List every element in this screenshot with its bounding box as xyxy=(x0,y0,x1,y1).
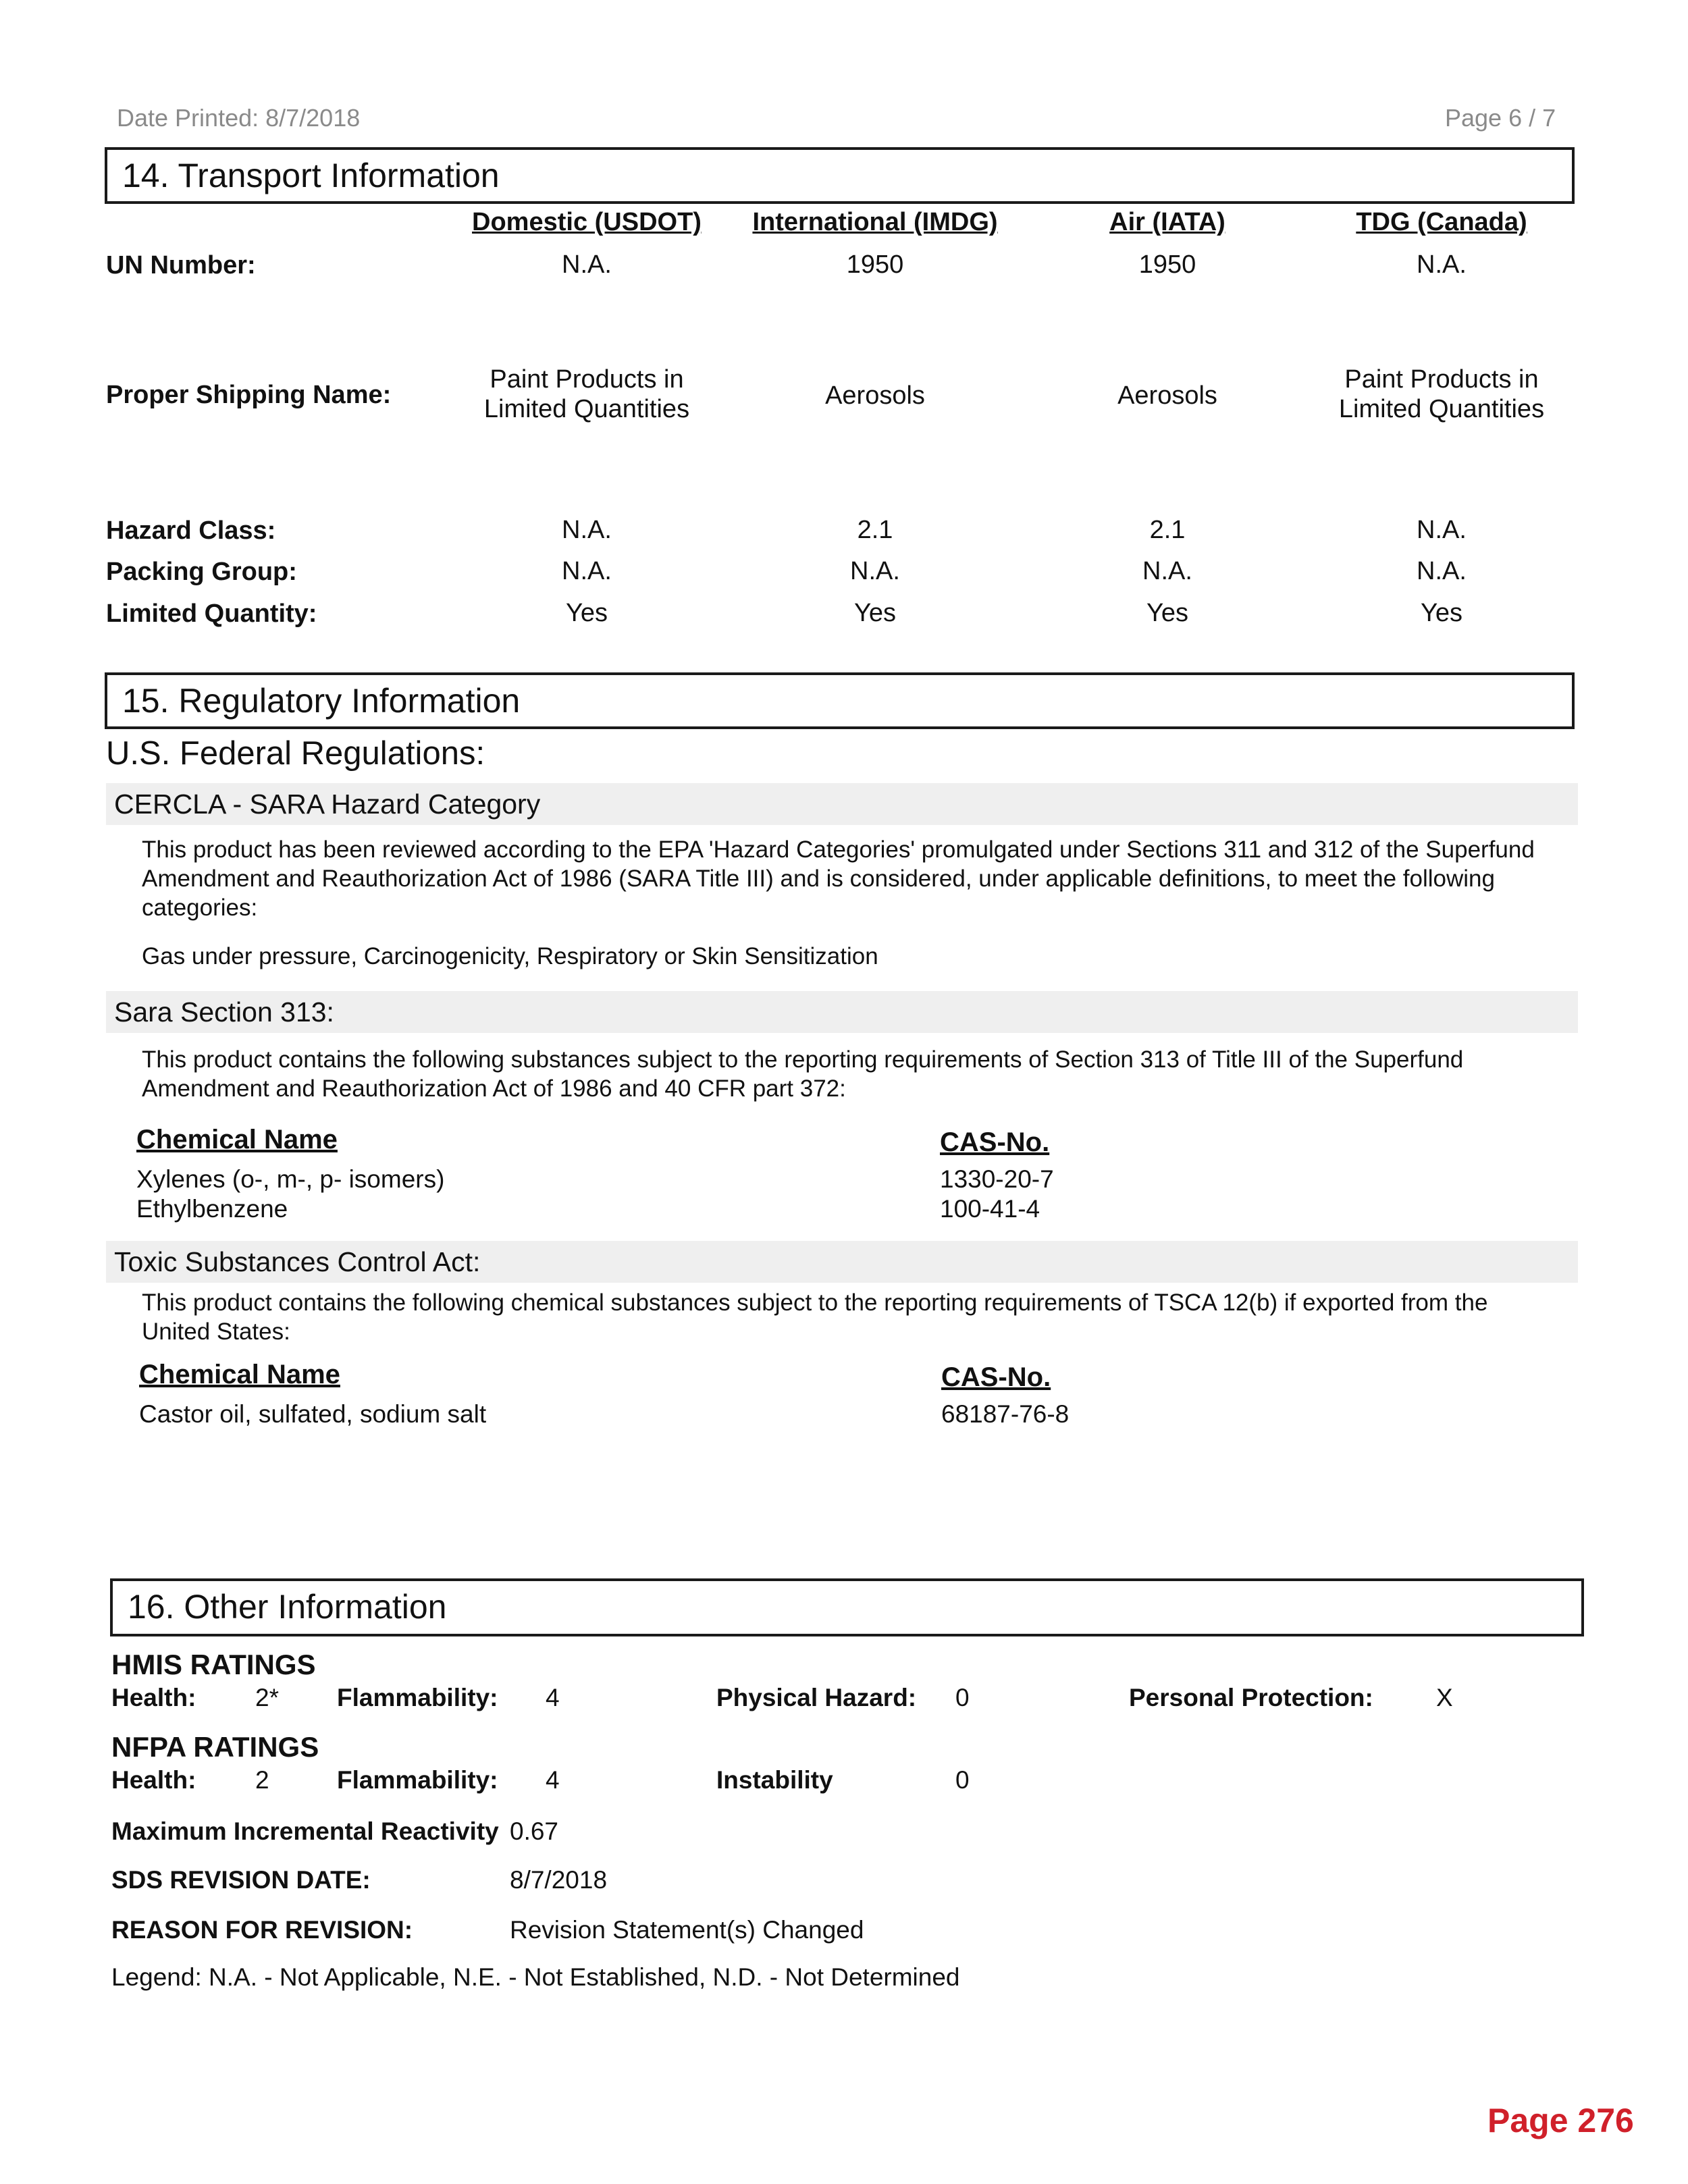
cell-hazard-domestic: N.A. xyxy=(562,516,612,544)
cell-packing-international: N.A. xyxy=(850,557,900,585)
cell-packing-air: N.A. xyxy=(1142,557,1192,585)
sara-chem-cas: 1330-20-7 xyxy=(940,1165,1054,1193)
hmis-physical-hazard-value: 0 xyxy=(955,1684,970,1711)
cell-ship-international: Aerosols xyxy=(825,381,925,410)
section-15-title: 15. Regulatory Information xyxy=(122,682,521,720)
sara-title: Sara Section 313: xyxy=(114,996,334,1028)
row-label-limited-quantity: Limited Quantity: xyxy=(106,600,317,628)
sara-chem-cas: 100-41-4 xyxy=(940,1195,1040,1223)
sara-chemical-name-header: Chemical Name xyxy=(136,1125,338,1154)
hmis-health-label: Health: xyxy=(111,1684,196,1711)
col-domestic: Domestic (USDOT) xyxy=(472,208,702,236)
row-label-shipping-name: Proper Shipping Name: xyxy=(106,381,392,409)
cell-un-domestic: N.A. xyxy=(562,250,612,279)
cell-un-international: 1950 xyxy=(846,250,904,279)
cell-lq-international: Yes xyxy=(854,599,896,627)
cell-ship-domestic: Paint Products in Limited Quantities xyxy=(483,365,690,423)
reason-label: REASON FOR REVISION: xyxy=(111,1916,413,1944)
cell-un-air: 1950 xyxy=(1138,250,1196,279)
tsca-text: This product contains the following chemical substances subject to the reporting requirements of TSCA 12(b) if exported from the United States: xyxy=(142,1289,1488,1345)
cell-hazard-air: 2.1 xyxy=(1149,516,1186,544)
cell-ship-air: Aerosols xyxy=(1117,381,1217,410)
cell-hazard-tdg: N.A. xyxy=(1417,516,1467,544)
cercla-band xyxy=(106,783,1578,825)
hmis-health-value: 2* xyxy=(255,1684,279,1711)
nfpa-flammability-label: Flammability: xyxy=(337,1766,498,1794)
cercla-text: This product has been reviewed according to the EPA 'Hazard Categories' promulgated under Sections 311 and 312 of the Superfund Amendment and Reauthorization Act of 1986 (SARA Title III) and is considered, under applicable definitions, to meet the following categories: xyxy=(142,836,1535,921)
hmis-flammability-value: 4 xyxy=(546,1684,560,1711)
hmis-flammability-label: Flammability: xyxy=(337,1684,498,1711)
federal-regulations-heading: U.S. Federal Regulations: xyxy=(106,735,485,772)
legend: Legend: N.A. - Not Applicable, N.E. - Not Established, N.D. - Not Determined xyxy=(111,1963,960,1991)
hmis-personal-protection-value: X xyxy=(1436,1684,1453,1711)
cell-hazard-international: 2.1 xyxy=(857,516,893,544)
tsca-band xyxy=(106,1241,1578,1283)
tsca-chem-name: Castor oil, sulfated, sodium salt xyxy=(139,1400,487,1428)
tsca-chem-cas: 68187-76-8 xyxy=(941,1400,1070,1428)
sara-text: This product contains the following substances subject to the reporting requirements of Section 313 of Title III of the Superfund Amendment and Reauthorization Act of 1986 and 40 CFR part 372: xyxy=(142,1046,1464,1102)
section-14-title: 14. Transport Information xyxy=(122,157,500,194)
cell-lq-tdg: Yes xyxy=(1421,599,1462,627)
hmis-title: HMIS RATINGS xyxy=(111,1649,316,1680)
row-label-un-number: UN Number: xyxy=(106,251,256,279)
page-stamp: Page 276 xyxy=(1487,2102,1634,2139)
nfpa-instability-value: 0 xyxy=(955,1766,970,1794)
cell-ship-tdg: Paint Products in Limited Quantities xyxy=(1338,365,1545,423)
tsca-cas-header: CAS-No. xyxy=(941,1362,1051,1392)
cell-lq-air: Yes xyxy=(1146,599,1188,627)
tsca-title: Toxic Substances Control Act: xyxy=(114,1246,481,1277)
sara-chem-name: Xylenes (o-, m-, p- isomers) xyxy=(136,1165,445,1193)
nfpa-instability-label: Instability xyxy=(716,1766,833,1794)
sara-band xyxy=(106,991,1578,1033)
section-15-header xyxy=(105,672,1575,729)
hmis-personal-protection-label: Personal Protection: xyxy=(1129,1684,1373,1711)
nfpa-title: NFPA RATINGS xyxy=(111,1731,319,1763)
col-tdg: TDG (Canada) xyxy=(1356,208,1527,236)
row-label-hazard-class: Hazard Class: xyxy=(106,516,276,545)
cell-packing-domestic: N.A. xyxy=(562,557,612,585)
col-international: International (IMDG) xyxy=(752,208,998,236)
sds-revision-value: 8/7/2018 xyxy=(510,1866,608,1894)
nfpa-health-value: 2 xyxy=(255,1766,269,1794)
nfpa-flammability-value: 4 xyxy=(546,1766,560,1794)
row-label-packing-group: Packing Group: xyxy=(106,558,297,586)
page-number: Page 6 / 7 xyxy=(1445,104,1556,132)
cercla-title: CERCLA - SARA Hazard Category xyxy=(114,789,541,820)
nfpa-health-label: Health: xyxy=(111,1766,196,1794)
mir-label: Maximum Incremental Reactivity xyxy=(111,1817,499,1845)
cell-lq-domestic: Yes xyxy=(566,599,608,627)
reason-value: Revision Statement(s) Changed xyxy=(510,1916,864,1944)
mir-value: 0.67 xyxy=(510,1817,559,1845)
sara-cas-header: CAS-No. xyxy=(940,1127,1050,1157)
col-air: Air (IATA) xyxy=(1109,208,1225,236)
cell-packing-tdg: N.A. xyxy=(1417,557,1467,585)
section-16-header xyxy=(110,1578,1584,1636)
tsca-chemical-name-header: Chemical Name xyxy=(139,1360,340,1389)
sara-chem-name: Ethylbenzene xyxy=(136,1195,288,1223)
section-14-header xyxy=(105,147,1575,204)
cercla-categories: Gas under pressure, Carcinogenicity, Respiratory or Skin Sensitization xyxy=(142,943,878,969)
hmis-physical-hazard-label: Physical Hazard: xyxy=(716,1684,917,1711)
sds-revision-label: SDS REVISION DATE: xyxy=(111,1866,371,1894)
date-printed: Date Printed: 8/7/2018 xyxy=(117,104,361,132)
cell-un-tdg: N.A. xyxy=(1417,250,1467,279)
section-16-title: 16. Other Information xyxy=(128,1588,447,1626)
